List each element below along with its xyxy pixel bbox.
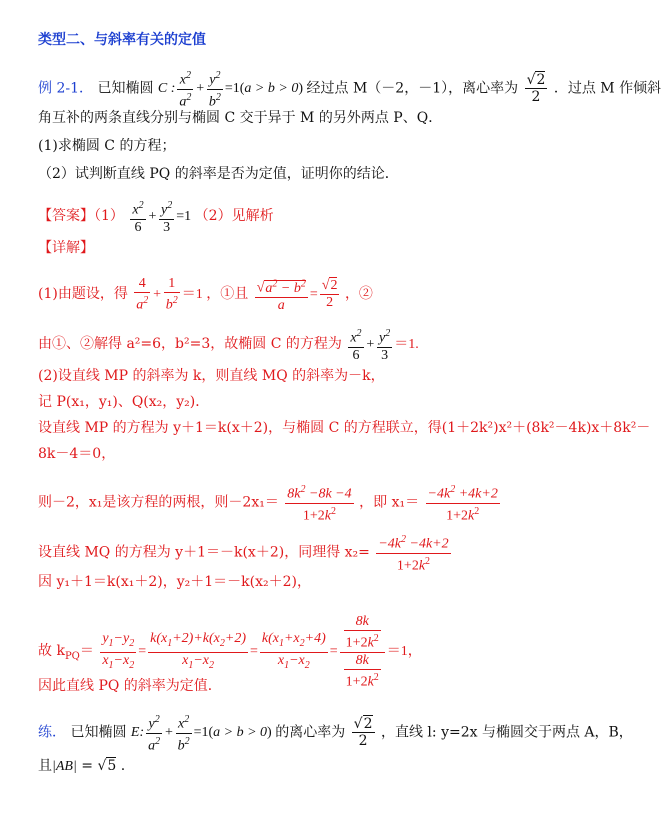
step-7-text: 设直线 MQ 的方程为 y＋1＝－k(x＋2)，同理得 x₂= (38, 544, 370, 561)
section-heading: 类型二、与斜率有关的定值 (38, 32, 206, 48)
practice-label: 练． (38, 724, 66, 741)
step-6-text: 则－2，x₁是该方程的两根，则－2x₁＝ (38, 494, 279, 511)
detail-label: 【详解】 (38, 240, 94, 256)
step-6-mid: ，即 x₁＝ (359, 494, 420, 511)
practice-line-1 (38, 712, 633, 754)
example-continue: ．过点 M 作倾斜 (553, 80, 661, 97)
step-1-mid: ，①且 (206, 286, 249, 303)
practice-eccentricity: $\frac{√2}{2}$ (353, 715, 373, 749)
eccentricity-value: $\frac{√2}{2}$ (526, 71, 546, 105)
example-label: 例 2-1． (38, 80, 93, 97)
ellipse-equation: C : $\frac{x^2}{a^2}$ + $\frac{y^2}{b^2}$ =1(a > b > 0) (157, 70, 303, 110)
solution-step-2 (38, 326, 419, 364)
answer-equation: $\frac{x^2}{6}$ + $\frac{y^2}{3}$ =1 (132, 200, 192, 235)
answer-part-1: （1） (94, 208, 124, 225)
practice-intro: 已知椭圆 (70, 724, 127, 741)
step-1-equation-1: $\frac{4}{a^2}$ + $\frac{1}{b^2}$ ＝1 (136, 276, 203, 313)
answer-part-2: （2）见解析 (194, 208, 274, 225)
practice-mid: 的离心率为 (275, 724, 346, 741)
solution-step-8: 因 y₁＋1＝k(x₁＋2)，y₂＋1＝－k(x₂＋2)， (38, 574, 311, 590)
answer-label: 【答案】 (38, 208, 94, 225)
step-1-equation-2: $\frac{√a^2 - b^2}{a}$ = $\frac{√2}{2}$ (256, 278, 338, 313)
step-6-equation-1: $\frac{8k^2 -8k -4}{1+2k^2}$ (287, 484, 352, 524)
practice-line-2: 且|AB| = √5 . (38, 758, 126, 774)
step-2-text: 由①、②解得 a²=6，b²=3，故椭圆 C 的方程为 (38, 336, 342, 353)
solution-step-7 (38, 532, 453, 574)
example-intro: 已知椭圆 (97, 80, 154, 97)
solution-step-4: 记 P(x₁，y₁)、Q(x₂，y₂)． (38, 394, 210, 410)
solution-step-6 (38, 482, 502, 524)
practice-post: ，直线 l: y=2x 与椭圆交于两点 A，B， (380, 724, 633, 741)
step-9-text: 故 $k_{PQ}=$ (38, 643, 94, 663)
solution-step-5b: 8k－4＝0， (38, 446, 116, 462)
example-condition: 经过点 M（－2，－1），离心率为 (306, 80, 519, 97)
solution-step-10: 因此直线 PQ 的斜率为定值． (38, 678, 222, 694)
step-7-equation: $\frac{-4k^2 -4k+2}{1+2k^2}$ (378, 534, 449, 574)
step-1-post: ，② (344, 286, 373, 303)
step-9-equation: $\frac{y_1-y_2}{x_1-x_2}$ = $\frac{k(x_1+2)+k(x_2+2)}{x_1-x_2}$ = $\frac{k(x_1+x_2+4)}{x_1-x_2}$ = $\frac{\frac{8k}{1+2k^2}}{\frac{8k}{1+2k^2}}$ ＝1， (102, 614, 422, 690)
step-1-text: (1)由题设，得 (38, 286, 128, 303)
solution-step-1 (38, 276, 373, 314)
example-line-2: 角互补的两条直线分别与椭圆 C 交于异于 M 的另外两点 P、Q． (38, 110, 443, 126)
solution-step-5a: 设直线 MP 的方程为 y＋1＝k(x＋2)，与椭圆 C 的方程联立，得(1＋2k²)x²＋(8k²－4k)x＋8k²－ (38, 420, 651, 436)
practice-equation: E: $\frac{y^2}{a^2}$ + $\frac{x^2}{b^2}$ =1(a > b > 0) (130, 714, 272, 754)
example-line-1 (38, 68, 661, 110)
question-1: (1)求椭圆 C 的方程； (38, 138, 176, 154)
answer-line (38, 198, 274, 236)
step-2-equation: $\frac{x^2}{6}$ + $\frac{y^2}{3}$ ＝1. (350, 328, 419, 363)
step-6-equation-2: $\frac{-4k^2 +4k+2}{1+2k^2}$ (427, 484, 498, 524)
question-2: （2）试判断直线 PQ 的斜率是否为定值，证明你的结论． (38, 166, 399, 182)
solution-step-3: (2)设直线 MP 的斜率为 k，则直线 MQ 的斜率为－k， (38, 368, 385, 384)
